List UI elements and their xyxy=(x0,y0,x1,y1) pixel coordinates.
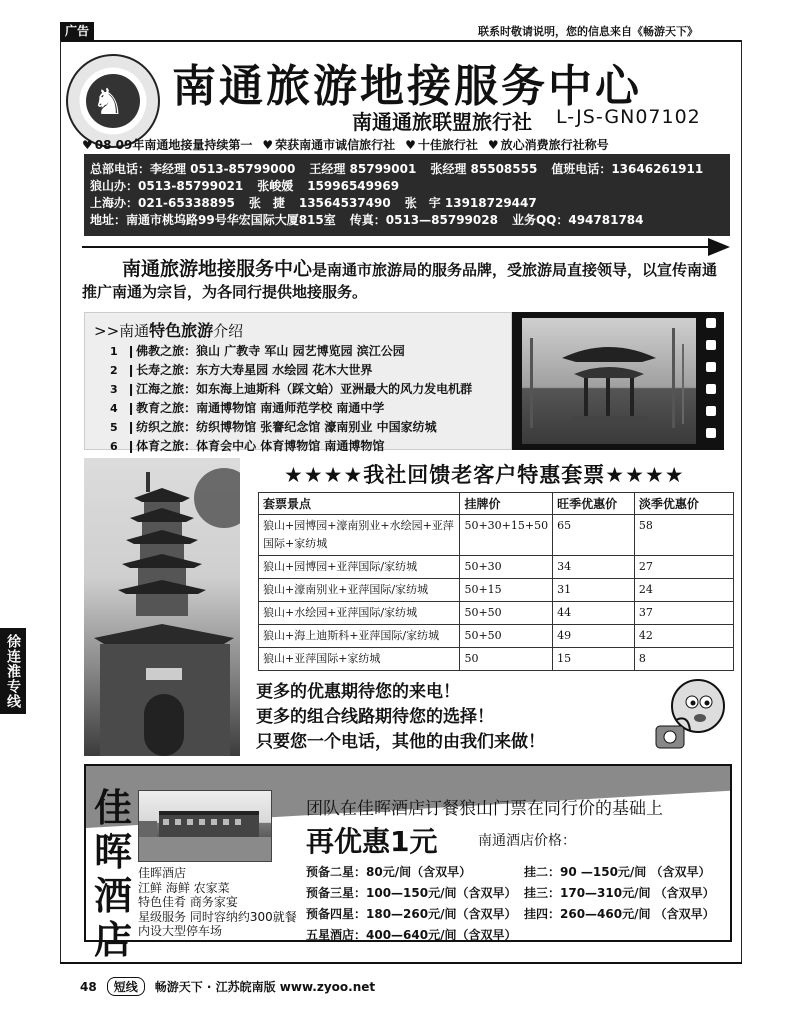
filmstrip-photo xyxy=(512,312,724,450)
side-section-tab: 徐连淮专线 xyxy=(0,628,26,714)
contact-shanghai-office: 上海办：021-65338895 xyxy=(90,196,235,210)
table-row: 狼山+濠南别业+亚萍国际/家纺城 50+15 31 24 xyxy=(259,579,734,602)
contact-shanghai-person2: 张 宇 13918729447 xyxy=(404,196,537,210)
price-item: 五星酒店：400—640元/间（含双早） xyxy=(306,928,517,942)
list-item: 5 ❙纺织之旅：纺织博物馆 张謇纪念馆 濠南别业 中国家纺城 xyxy=(110,420,437,434)
heart-icon: ♥ xyxy=(487,138,499,152)
tours-list xyxy=(110,342,472,456)
price-item: 预备三星：100—150元/间（含双早） xyxy=(306,886,517,900)
source-note: 联系时敬请说明，您的信息来自《畅游天下》 xyxy=(478,25,698,38)
list-item: 2 ❙长寿之旅：东方大寿星园 水绘园 花木大世界 xyxy=(110,363,373,377)
contact-row-hq xyxy=(90,160,724,177)
ad-tag: 广告 xyxy=(60,22,94,40)
arrow-rule xyxy=(82,246,712,248)
contact-shanghai-mobile1: 13564537490 xyxy=(298,195,391,210)
table-header-row xyxy=(259,493,734,515)
table-row: 狼山+园博园+濠南别业+水绘园+亚萍国际+家纺城 50+30+15+50 65 58 xyxy=(259,515,734,556)
contact-langshan-person: 张峻媛 xyxy=(257,179,294,193)
col-header-list-price: 挂牌价 xyxy=(460,493,553,515)
contact-duty: 值班电话：13646261911 xyxy=(551,162,704,176)
hotel-desc-line: 特色佳肴 商务家宴 xyxy=(138,895,238,909)
hotel-name: 佳晖酒店 xyxy=(93,786,132,962)
col-header-spots: 套票景点 xyxy=(259,493,460,515)
heart-icon: ♥ xyxy=(262,138,274,152)
table-row: 狼山+园博园+亚萍国际/家纺城 50+30 34 27 xyxy=(259,556,734,579)
pagoda-image xyxy=(84,458,240,756)
col-header-off-price: 淡季优惠价 xyxy=(634,493,733,515)
contact-langshan-office: 狼山办：0513-85799021 xyxy=(90,179,244,193)
col-header-peak-price: 旺季优惠价 xyxy=(553,493,635,515)
contact-address: 地址：南通市桃坞路99号华宏国际大厦815室 xyxy=(90,213,336,227)
page-number: 48 xyxy=(80,979,97,994)
price-list-left xyxy=(306,862,516,946)
slogans xyxy=(256,680,545,755)
contact-fax: 传真：0513—85799028 xyxy=(349,213,498,227)
package-table xyxy=(258,492,734,671)
table-row: 狼山+亚萍国际+家纺城 50 15 8 xyxy=(259,648,734,671)
hotel-desc-line: 佳晖酒店 xyxy=(138,866,187,880)
table-row: 狼山+水绘园+亚萍国际/家纺城 50+50 44 37 xyxy=(259,602,734,625)
honor-item: ♥ 08 09年南通地接量持续第一 xyxy=(82,138,253,152)
agency-name: 南通通旅联盟旅行社 xyxy=(352,110,532,134)
price-list-right xyxy=(524,862,715,925)
page-footer xyxy=(80,977,375,996)
mascot-phone-icon xyxy=(652,676,730,754)
intro-text: 是南通市旅游局的服务品牌，受旅游局直接领导，以宣传南通推广南通为宗旨，为各同行提供地接服务。 xyxy=(82,261,718,301)
price-item: 挂四：260—460元/间 （含双早） xyxy=(524,907,715,921)
price-label: 南通酒店价格： xyxy=(478,833,576,849)
price-item: 挂三：170—310元/间 （含双早） xyxy=(524,886,715,900)
honor-item: ♥ 十佳旅行社 xyxy=(405,138,478,152)
contact-qq: 业务QQ：494781784 xyxy=(511,213,644,227)
slogan-line: 只要您一个电话，其他的由我们来做！ xyxy=(256,732,545,752)
heart-icon: ♥ xyxy=(405,138,416,152)
section-tag: 短线 xyxy=(107,977,145,996)
horse-icon: ♞ xyxy=(92,82,125,123)
list-item: 6 ❙体育之旅：体育会中心 体育博物馆 南通博物馆 xyxy=(110,439,385,453)
contact-row-shanghai xyxy=(90,194,724,211)
price-item: 预备二星：80元/间（含双早） xyxy=(306,865,472,879)
contact-row-langshan xyxy=(90,177,724,194)
heart-icon: ♥ xyxy=(82,138,93,152)
hotel-desc-line: 内设大型停车场 xyxy=(138,924,223,938)
offer-text: 团队在佳晖酒店订餐狼山门票在同行价的基础上 xyxy=(306,799,663,819)
footer-publication: 畅游天下 · 江苏皖南版 www.zyoo.net xyxy=(154,980,376,994)
tours-title: >>南通特色旅游介绍 xyxy=(94,321,244,340)
contact-shanghai-person1: 张 捷 xyxy=(248,196,285,210)
price-item: 预备四星：180—260元/间（含双早） xyxy=(306,907,517,921)
contact-row-address xyxy=(90,211,724,228)
table-row: 狼山+海上迪斯科+亚萍国际/家纺城 50+50 49 42 xyxy=(259,625,734,648)
contact-zhang: 张经理 85508555 xyxy=(430,162,538,176)
contact-panel xyxy=(84,154,730,236)
agency-logo xyxy=(66,54,160,148)
page-title: 南通旅游地接服务中心 xyxy=(172,61,642,112)
slogan-line: 更多的组合线路期待您的选择！ xyxy=(256,707,494,727)
intro-brand: 南通旅游地接服务中心 xyxy=(122,258,313,280)
pavilion-image xyxy=(522,318,696,444)
hotel-desc-line: 星级服务 同时容纳约300就餐 xyxy=(138,909,297,924)
honors-row xyxy=(82,136,732,153)
contact-wang: 王经理 85799001 xyxy=(309,162,417,176)
honor-item: ♥ 放心消费旅行社称号 xyxy=(487,138,609,152)
offer-highlight: 再优惠1元 xyxy=(306,825,438,858)
package-title: ★★★★我社回馈老客户特惠套票★★★★ xyxy=(284,463,685,487)
hotel-description xyxy=(138,866,297,939)
hotel-desc-line: 江鲜 海鲜 农家菜 xyxy=(138,880,230,895)
license-number: L-JS-GN07102 xyxy=(556,106,701,128)
price-item: 挂二：90 —150元/间 （含双早） xyxy=(524,865,711,879)
honor-item: ♥ 荣获南通市诚信旅行社 xyxy=(262,138,396,152)
list-item: 1 ❙佛教之旅：狼山 广教寺 军山 园艺博览园 滨江公园 xyxy=(110,344,405,358)
bottom-rule xyxy=(60,962,742,964)
list-item: 4 ❙教育之旅：南通博物馆 南通师范学校 南通中学 xyxy=(110,401,385,415)
contact-langshan-mobile: 15996549969 xyxy=(307,178,400,193)
arrow-right-icon xyxy=(708,238,730,256)
logo-emblem xyxy=(86,74,140,128)
slogan-line: 更多的优惠期待您的来电！ xyxy=(256,682,460,702)
contact-hq-phone: 总部电话：李经理 0513-85799000 xyxy=(90,162,296,176)
hotel-image xyxy=(138,790,272,862)
list-item: 3 ❙江海之旅：如东海上迪斯科（踩文蛤）亚洲最大的风力发电机群 xyxy=(110,382,473,396)
intro-paragraph xyxy=(82,258,722,303)
